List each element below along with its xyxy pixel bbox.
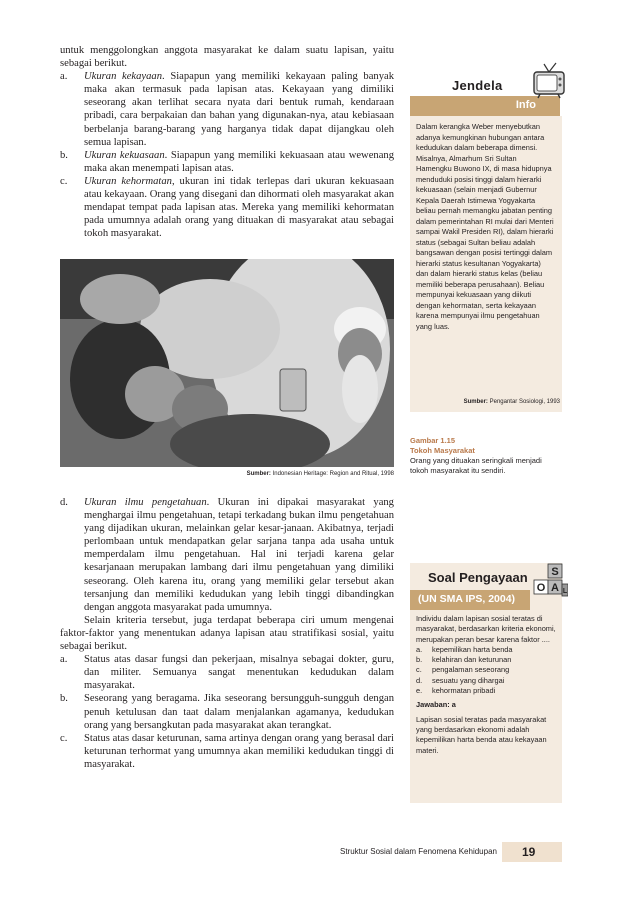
factor-item-c: c. Status atas dasar keturunan, sama artinya dengan orang yang berasal dari keturunan terhormat yang umumnya akan memiliki kedudukan tinggi di masyarakat. [60, 732, 394, 770]
soal-title: Soal Pengayaan [428, 570, 528, 585]
photo-source: Sumber: Indonesian Heritage: Region and Ritual, 1998 [246, 471, 394, 477]
list-item-a: a. Ukuran kekayaan. Siapapun yang memiliki kekayaan paling banyak maka akan termasuk pada lapisan atas. Kekayaan yang dimiliki seseorang akan terlihat secara nyata dari bentuk rumah, kendaraan pribadi, cara berpakaian dan bahan yang digunakan-nya, atau kebiasaan berbelanja barang-barang yang harganya tidak dapat dijangkau oleh semua lapisan. [60, 71, 394, 148]
jendela-subtitle: Info [515, 99, 536, 111]
list-item-d: d. Ukuran ilmu pengetahuan. Ukuran ini dipakai masyarakat yang menghargai ilmu pengetahuan, tetapi terkadang bukan ilmu pengetahuan yang dijadikan ukuran, melainkan gelar kesar-janaan. Akibatnya, terjadi perlombaan untuk mendapatkan gelar sarjana tanpa ada usaha untuk memperdalam ilmu pengetahuan. Hal ini terjadi karena gelar kesarjanaan merupakan lambang dari ilmu pengetahuan yang dimiliki seseorang. Oleh karena itu, orang yang memiliki gelar tersebut akan tersanjung dan memiliki kedudukan yang lebih tinggi dibandingkan dengan anggota masyarakat pada umumnya. [60, 497, 394, 613]
intro-paragraph: untuk menggolongkan anggota masyarakat ke dalam suatu lapisan, yaitu sebagai berikut. [60, 45, 394, 70]
figure-title: Tokoh Masyarakat [410, 446, 475, 455]
figure-caption [410, 436, 560, 476]
jendela-source: Sumber: Pengantar Sosiologi, 1993 [463, 399, 560, 405]
criteria-paragraph: Selain kriteria tersebut, juga terdapat beberapa ciri umum mengenai faktor-faktor yang menentukan adanya lapisan atau stratifikasi sosial, yaitu sebagai berikut. [60, 614, 394, 653]
logo-letter-o: O [536, 582, 546, 594]
soal-bar [410, 590, 530, 610]
logo-letter-l: L [562, 588, 568, 595]
community-leader-photo [60, 259, 394, 467]
option-d: d. sesuatu yang dihargai [416, 675, 505, 685]
logo-letter-s: S [551, 566, 559, 578]
list-item-b: b. Ukuran kekuasaan. Siapapun yang memiliki kekuasaan atau wewenang maka akan menempati lapisan atas. [60, 149, 394, 174]
option-b: b. kelahiran dan keturunan [416, 655, 512, 665]
option-c: c. pengalaman seseorang [416, 665, 510, 675]
soal-subtitle: (UN SMA IPS, 2004) [418, 593, 516, 605]
main-text-bottom [60, 496, 394, 771]
soal-question: Individu dalam lapisan sosial teratas di masyarakat, berdasarkan kriteria ekonomi, merupakan peran besar karena faktor .... [416, 614, 556, 644]
jendela-title: Jendela [452, 78, 503, 93]
option-a: a. kepemilikan harta benda [416, 644, 513, 654]
soal-body [410, 614, 556, 756]
chapter-footer: Struktur Sosial dalam Fenomena Kehidupan [340, 847, 497, 856]
page-number: 19 [522, 845, 536, 859]
photo-illustration [60, 259, 394, 467]
option-e: e. kehormatan pribadi [416, 686, 496, 696]
jendela-body [410, 122, 554, 332]
main-text-top [60, 44, 394, 240]
factor-item-a: a. Status atas dasar fungsi dan pekerjaan, misalnya sebagai dokter, guru, dan militer. Semuanya sangat menentukan kedudukan dalam masyarakat. [60, 654, 394, 692]
logo-letter-a: A [551, 582, 559, 594]
soal-explanation: Lapisan sosial teratas pada masyarakat yang berdasarkan ekonomi adalah kepemilikan harta benda atau kekayaan materi. [416, 714, 547, 755]
soal-answer: Jawaban: a [416, 700, 456, 710]
soal-cubes-icon [528, 562, 568, 602]
jendela-text: Dalam kerangka Weber menyebutkan adanya kemungkinan hubungan antara kedudukan dalam beberapa dimensi. Misalnya, Almarhum Sri Sultan Hamengku Buwono IX, di masa hidupnya menduduki posisi tinggi dalam hierarki kekuasaan (selain menjadi Gubernur Kepala Daerah Istimewa Yogyakarta beliau pernah memangku jabatan penting dalam pemerintahan RI mulai dari Menteri sampai Wakil Presiden RI), dalam hierarki status (sebagai Sultan beliau adalah bangsawan dengan posisi tertinggi dalam hierarki status kesultanan Yogyakarta) dan dalam hierarki status kelas (beliau memiliki beberapa perusahaan). Beliau mempunyai kekuasaan yang diikuti dengan kehormatan, serta kekayaan karena mempunyai ilmu pengetahuan yang luas. [416, 122, 554, 331]
list-item-c: c. Ukuran kehormatan, ukuran ini tidak terlepas dari ukuran kekuasaan atau kekayaan. Orang yang disegani dan dihormati oleh masyarakat akan mendapat tempat pada lapisan atas. Mereka yang memiliki kehormatan pada umumnya adalah orang yang dituakan di masyarakat atau sebagai tokoh masyarakat. [60, 175, 394, 240]
television-icon [532, 62, 566, 100]
figure-number: Gambar 1.15 [410, 436, 456, 445]
factor-item-b: b. Seseorang yang beragama. Jika seseorang bersungguh-sungguh dengan penuh ketulusan dan taat dalam menjalankan agamanya, kedudukan orang yang bersangkutan pada masyarakat akan terangkat. [60, 693, 394, 731]
figure-text: Orang yang dituakan seringkali menjadi tokoh masyarakat itu sendiri. [410, 456, 542, 475]
page-number-box [502, 842, 562, 862]
